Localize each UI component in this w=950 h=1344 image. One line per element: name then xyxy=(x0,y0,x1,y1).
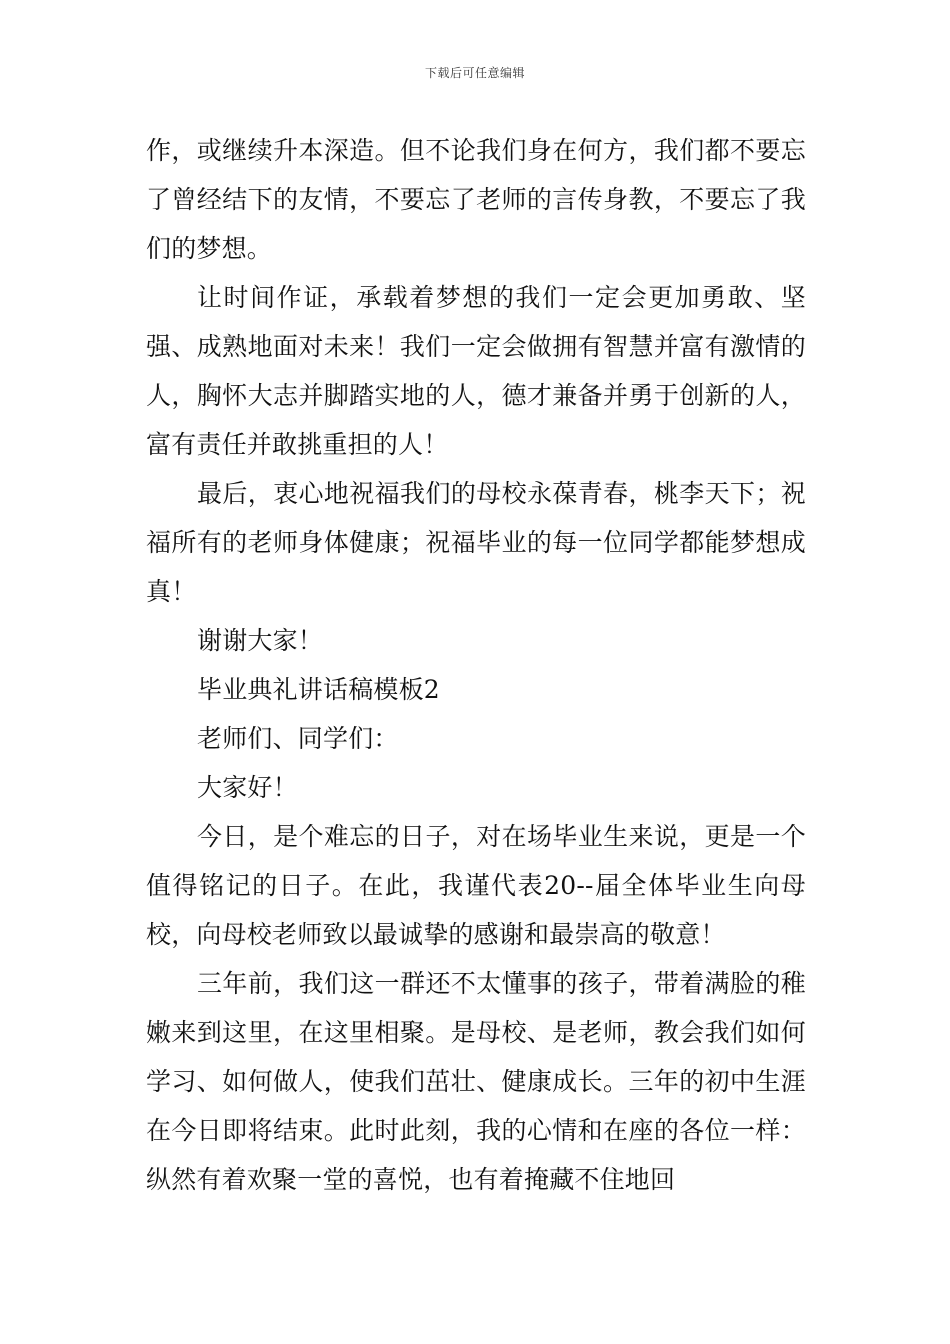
paragraph-blessing: 最后，衷心地祝福我们的母校永葆青春，桃李天下；祝福所有的老师身体健康；祝福毕业的每一位同学都能梦想成真！ xyxy=(146,479,806,606)
document-body xyxy=(146,126,806,1204)
paragraph-three-years: 三年前，我们这一群还不太懂事的孩子，带着满脸的稚嫩来到这里，在这里相聚。是母校、是老师，教会我们如何学习、如何做人，使我们茁壮、健康成长。三年的初中生涯在今日即将结束。此时此刻，我的心情和在座的各位一样：纵然有着欢聚一堂的喜悦，也有着掩藏不住地回 xyxy=(146,969,806,1194)
page-header: 下载后可任意编辑 xyxy=(424,66,525,80)
paragraph-continuation: 作，或继续升本深造。但不论我们身在何方，我们都不要忘了曾经结下的友情，不要忘了老师的言传身教，不要忘了我们的梦想。 xyxy=(146,136,806,263)
salutation: 老师们、同学们： xyxy=(197,724,399,753)
paragraph-today: 今日，是个难忘的日子，对在场毕业生来说，更是一个值得铭记的日子。在此，我谨代表20--届全体毕业生向母校，向母校老师致以最诚挚的感谢和最崇高的敬意！ xyxy=(146,822,806,949)
greeting: 大家好！ xyxy=(197,773,298,802)
section-title: 毕业典礼讲话稿模板2 xyxy=(197,675,440,704)
paragraph-thanks: 谢谢大家！ xyxy=(197,626,324,655)
paragraph-future: 让时间作证，承载着梦想的我们一定会更加勇敢、坚强、成熟地面对未来！我们一定会做拥有智慧并富有激情的人，胸怀大志并脚踏实地的人，德才兼备并勇于创新的人，富有责任并敢挑重担的人！ xyxy=(146,283,806,459)
